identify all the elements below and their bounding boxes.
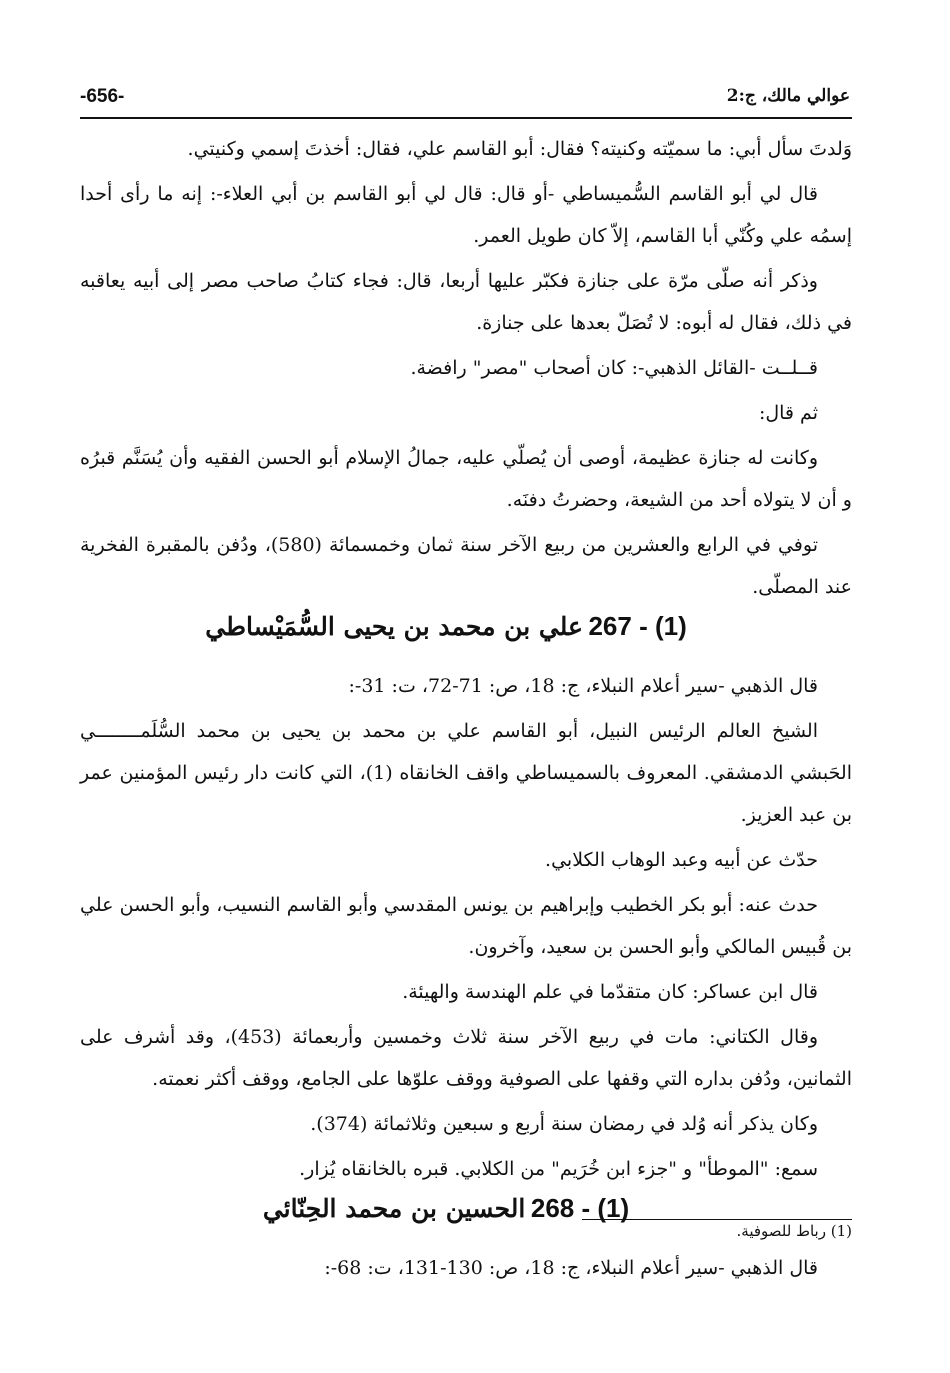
entry-name: علي بن محمد بن يحيى السُّمَيْساطي bbox=[205, 612, 583, 641]
paragraph: قال الذهبي -سير أعلام النبلاء، ج: 18، ص: 130-131، ت: 68-: bbox=[324, 1257, 818, 1279]
paragraph: توفي في الرابع والعشرين من ربيع الآخر سنة ثمان وخمسمائة (580)، ودُفن بالمقبرة الفخرية عند المصلّى. bbox=[80, 534, 852, 598]
footnote: (1) رباط للصوفية. bbox=[736, 1222, 852, 1240]
paragraph: وكانت له جنازة عظيمة، أوصى أن يُصلّي عليه، جمالُ الإسلام أبو الحسن الفقيه وأن يُسَنَّم قبرُه و أن لا يتولاه أحد من الشيعة، وحضرتُ دفنَه. bbox=[80, 447, 852, 511]
paragraph: وَلدتَ سأل أبي: ما سميّته وكنيته؟ فقال: أبو القاسم علي، فقال: أخذتَ إسمي وكنيتي. bbox=[187, 138, 852, 160]
footnote-rule bbox=[582, 1219, 852, 1220]
entry-heading-267 bbox=[80, 611, 852, 661]
page-body bbox=[80, 128, 852, 1292]
paragraph: وكان يذكر أنه وُلد في رمضان سنة أربع و سبعين وثلاثمائة (374). bbox=[310, 1113, 818, 1135]
header-rule bbox=[80, 117, 852, 119]
paragraph: حدث عنه: أبو بكر الخطيب وإبراهيم بن يونس المقدسي وأبو القاسم النسيب، وأبو الحسن علي بن قُبيس المالكي وأبو الحسن بن سعيد، وآخرون. bbox=[80, 894, 852, 958]
entry-number: 268 - (1) bbox=[530, 1193, 630, 1223]
running-header bbox=[80, 86, 850, 112]
paragraph: الشيخ العالم الرئيس النبيل، أبو القاسم علي بن محمد بن يحيى بن محمد السُّلَمــــــــي الحَبشي الدمشقي. المعروف بالسميساطي واقف الخانقاه (1)، التي كانت دار رئيس المؤمنين عمر بن عبد العزيز. bbox=[80, 720, 852, 826]
entry-name: الحسين بن محمد الحِنّائي bbox=[262, 1194, 526, 1223]
page-number: -656- bbox=[80, 86, 125, 107]
paragraph: حدّث عن أبيه وعبد الوهاب الكلابي. bbox=[545, 849, 818, 871]
entry-number: 267 - (1) bbox=[588, 611, 687, 641]
paragraph: سمع: "الموطأ" و "جزء ابن خُرَيم" من الكلابي. قبره بالخانقاه يُزار. bbox=[299, 1158, 818, 1180]
running-title: عوالي مالك، ج:2 bbox=[726, 86, 850, 106]
paragraph: ثم قال: bbox=[758, 402, 818, 424]
paragraph: قال الذهبي -سير أعلام النبلاء، ج: 18، ص: 71-72، ت: 31-: bbox=[348, 675, 818, 697]
paragraph: قال ابن عساكر: كان متقدّما في علم الهندسة والهيئة. bbox=[402, 981, 818, 1003]
paragraph: قــلــت -القائل الذهبي-: كان أصحاب "مصر" رافضة. bbox=[410, 357, 818, 379]
paragraph: وقال الكتاني: مات في ربيع الآخر سنة ثلاث وخمسين وأربعمائة (453)، وقد أشرف على الثمانين، ودُفن بداره التي وقفها على الصوفية ووقف علوّها على الجامع، ووقف أكثر نعمته. bbox=[80, 1026, 852, 1090]
paragraph: وذكر أنه صلّى مرّة على جنازة فكبّر عليها أربعا، قال: فجاء كتابُ صاحب مصر إلى أبيه يعاقبه في ذلك، فقال له أبوه: لا تُصَلّ بعدها على جنازة. bbox=[80, 270, 852, 334]
paragraph: قال لي أبو القاسم السُّميساطي -أو قال: قال لي أبو القاسم بن أبي العلاء-: إنه ما رأى أحدا إسمُه علي وكُنّي أبا القاسم، إلاّ كان طويل العمر. bbox=[80, 183, 852, 247]
